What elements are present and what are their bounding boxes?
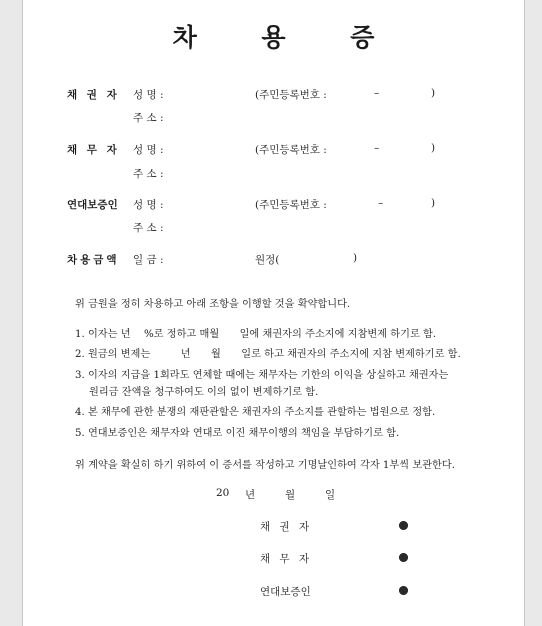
- guarantor-id-close: ): [431, 197, 436, 209]
- seal-icon: [399, 521, 408, 530]
- date-month: 월: [285, 489, 296, 501]
- debtor-name-label: 성 명 :: [133, 144, 164, 156]
- amount-sub-label: 일 금 :: [133, 254, 164, 266]
- guarantor-id-label: (주민등록번호 :: [255, 199, 327, 211]
- term-2: 2. 원금의 변제는 년 월 일로 하고 채권자의 주소지에 지참 변제하기로 함.: [75, 349, 461, 360]
- amount-won-label: 원정(: [255, 254, 280, 266]
- guarantor-name-label: 성 명 :: [133, 199, 164, 211]
- term-5: 5. 연대보증인은 채무자와 연대로 이진 채무이행의 책임을 부담하기로 함.: [75, 428, 400, 439]
- creditor-label: 채 권 자: [67, 89, 120, 101]
- term-4: 4. 본 채무에 관한 분쟁의 재판관할은 채권자의 주소지를 관할하는 법원으로 정함.: [75, 407, 436, 418]
- guarantor-id-dash: –: [378, 197, 384, 209]
- date-day: 일: [325, 489, 336, 501]
- creditor-id-label: (주민등록번호 :: [255, 89, 327, 101]
- guarantor-label: 연대보증인: [67, 199, 118, 211]
- creditor-name-label: 성 명 :: [133, 89, 164, 101]
- guarantor-address-label: 주 소 :: [133, 222, 164, 234]
- debtor-id-label: (주민등록번호 :: [255, 144, 327, 156]
- term-3-continued: 원리금 잔액을 청구하여도 이의 없이 변제하기로 함.: [89, 387, 319, 398]
- date-century: 20: [216, 487, 230, 499]
- closing-statement: 위 계약을 확실히 하기 위하여 이 증서를 작성하고 기명날인하여 각자 1부씩 보관한다.: [75, 460, 455, 471]
- term-3: 3. 이자의 지급을 1회라도 연체할 때에는 채무자는 기한의 이익을 상실하고 채권자는: [75, 370, 449, 381]
- debtor-label: 채 무 자: [67, 144, 120, 156]
- debtor-id-close: ): [431, 142, 436, 154]
- seal-icon: [399, 553, 408, 562]
- creditor-id-close: ): [431, 87, 436, 99]
- signature-creditor-label: 채 권 자: [260, 521, 313, 533]
- document-page: [22, 0, 525, 626]
- term-1: 1. 이자는 년 %로 정하고 매월 일에 채권자의 주소지에 지참변제 하기로 함.: [75, 329, 437, 340]
- date-year: 년: [245, 489, 256, 501]
- amount-label: 차용금액: [67, 254, 120, 266]
- signature-debtor-label: 채 무 자: [260, 553, 313, 565]
- amount-close: ): [353, 252, 358, 264]
- debtor-address-label: 주 소 :: [133, 168, 164, 180]
- document-title: 차 용 증: [172, 23, 403, 52]
- creditor-address-label: 주 소 :: [133, 112, 164, 124]
- intro-statement: 위 금원을 정히 차용하고 아래 조항을 이행할 것을 확약합니다.: [75, 299, 351, 310]
- signature-guarantor-label: 연대보증인: [260, 586, 311, 598]
- creditor-id-dash: –: [374, 87, 380, 99]
- debtor-id-dash: –: [374, 142, 380, 154]
- seal-icon: [399, 586, 408, 595]
